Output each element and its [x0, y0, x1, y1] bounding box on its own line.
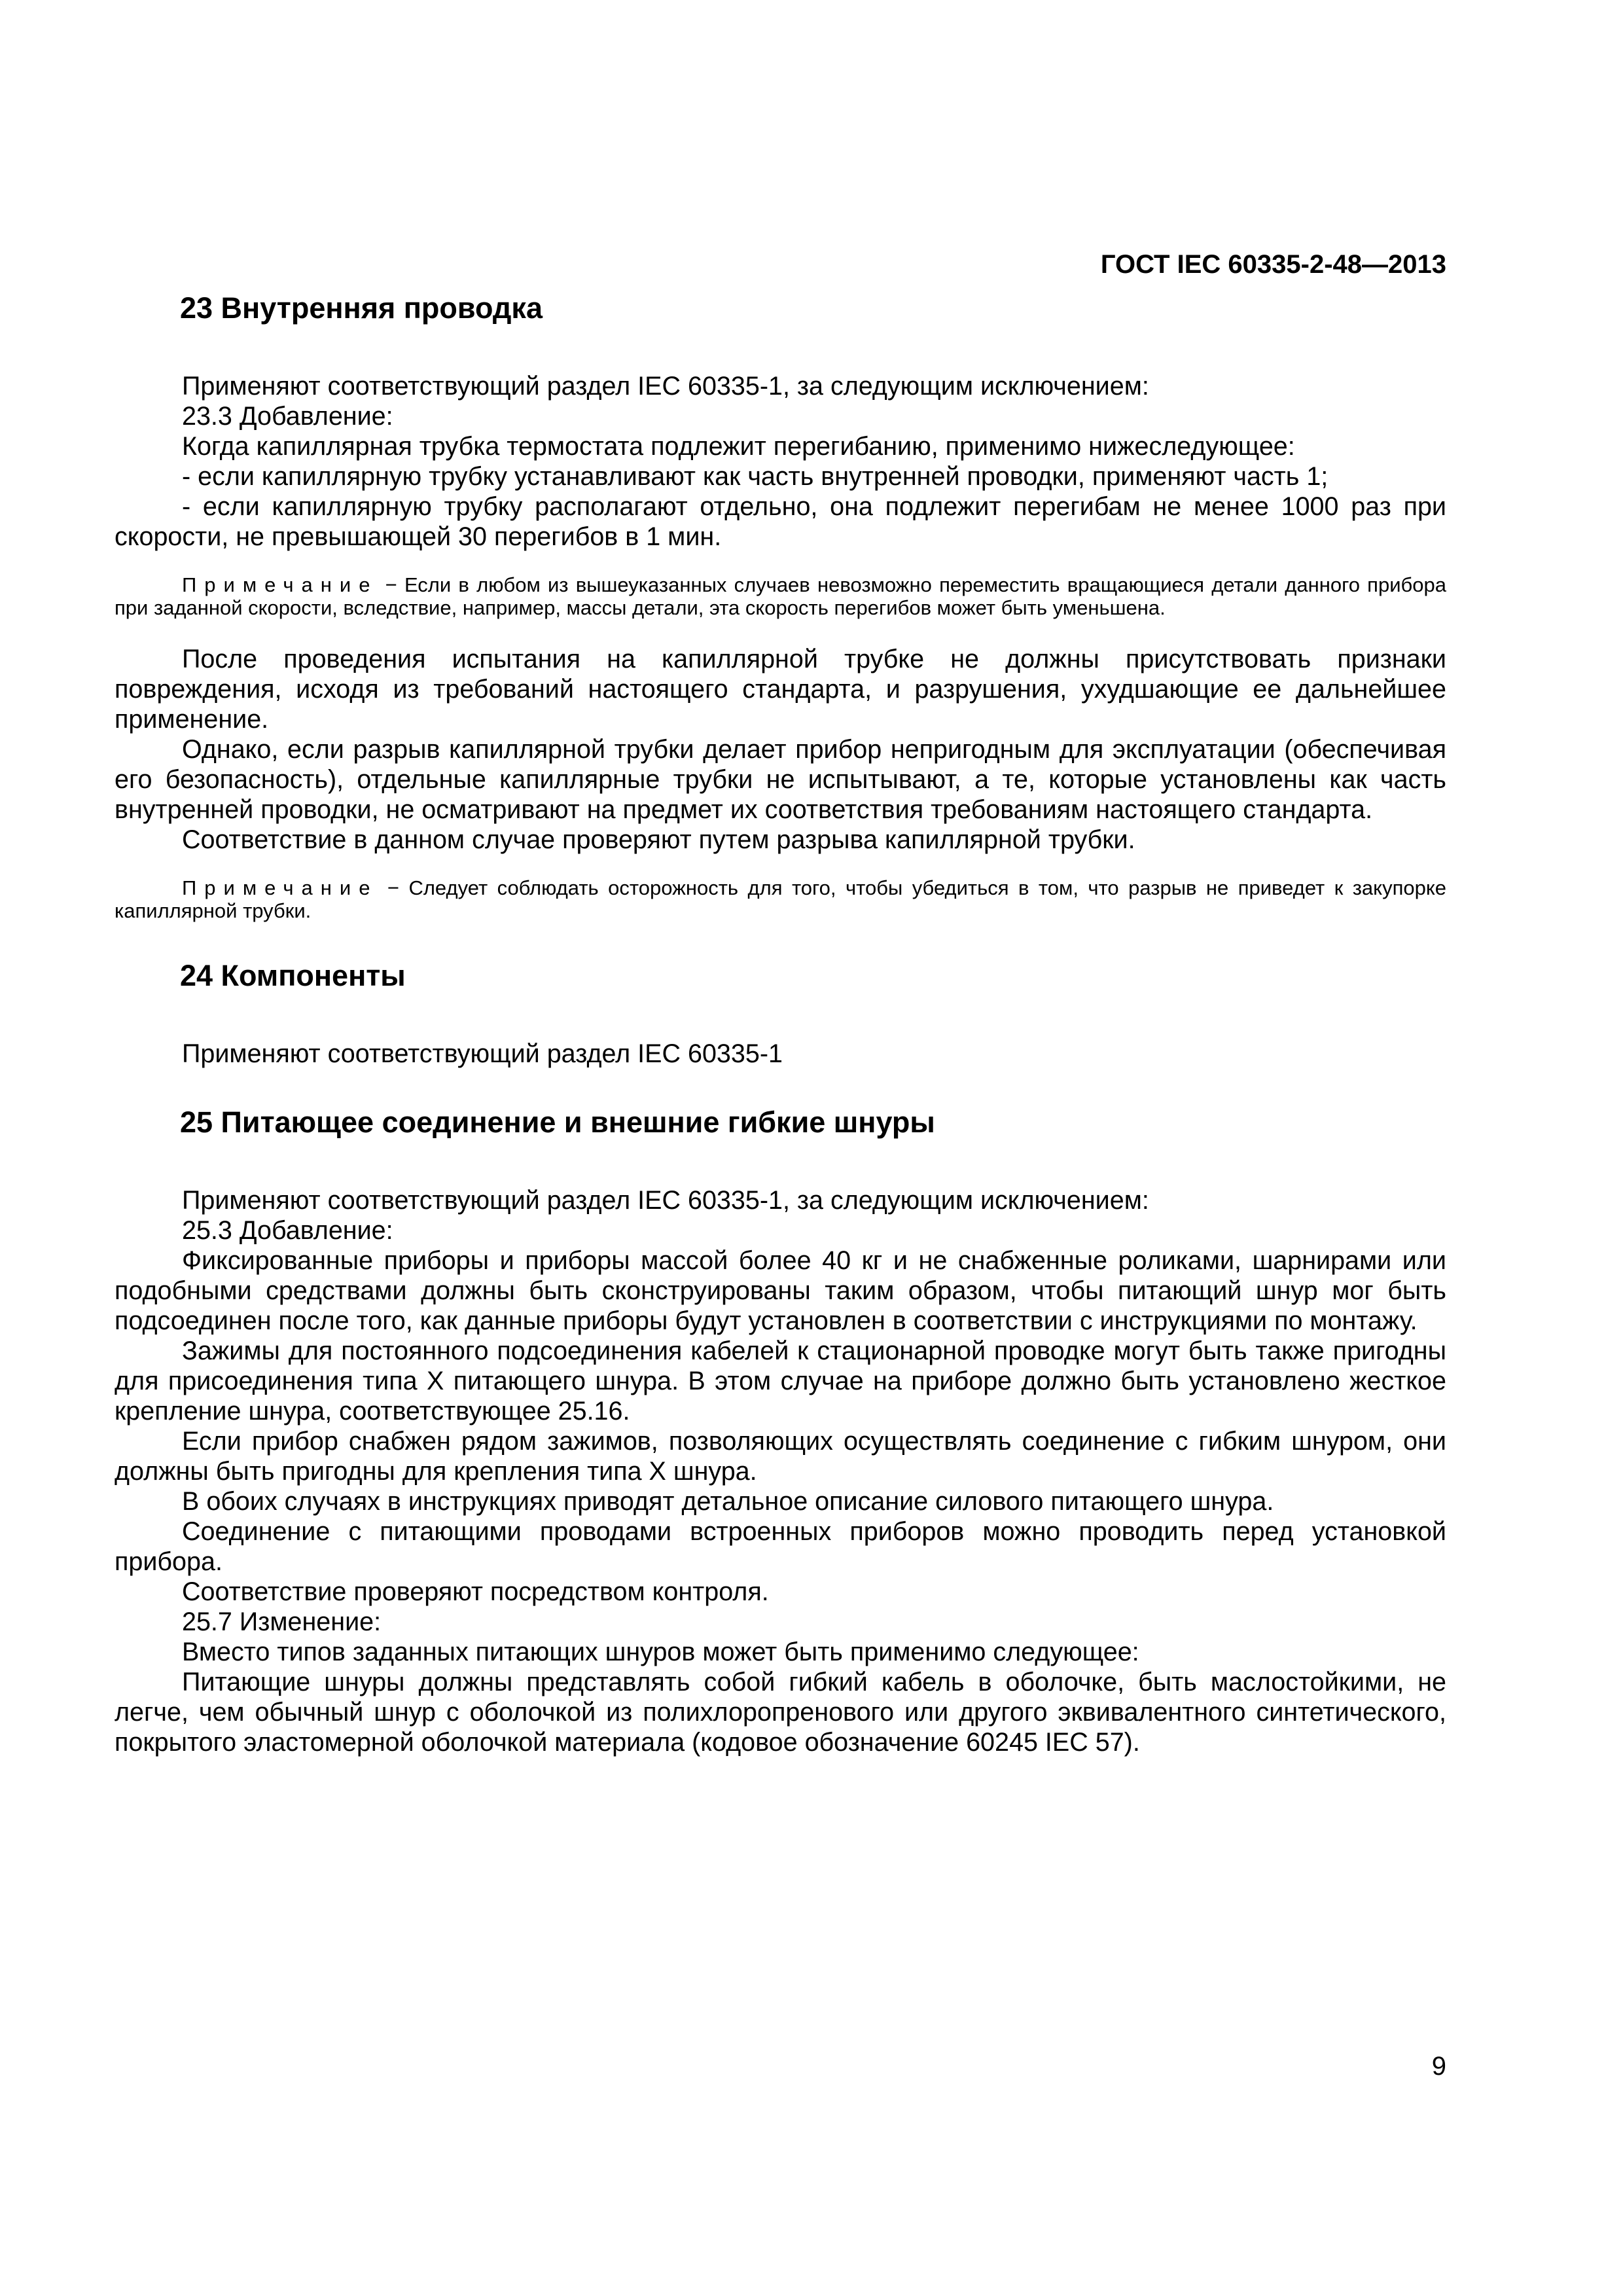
paragraph: Применяют соответствующий раздел IEC 60335-1, за следующим исключением:: [182, 1186, 1149, 1215]
section-title: 25 Питающее соединение и внешние гибкие шнуры: [180, 1105, 935, 1139]
note: [115, 574, 1446, 619]
paragraph: Зажимы для постоянного подсоединения кабелей к стационарной проводке могут быть также пригодны для присоединения типа X питающего шнура. В этом случае на приборе должно быть установлено жесткое крепление шнура, соответствующее 25.16.: [115, 1336, 1446, 1426]
subclause-heading: 25.7 Изменение:: [182, 1607, 382, 1636]
paragraph: Когда капиллярная трубка термостата подлежит перегибанию, применимо нижеследующее:: [182, 432, 1295, 461]
paragraph: В обоих случаях в инструкциях приводят детальное описание силового питающего шнура.: [182, 1487, 1274, 1516]
paragraph: Применяют соответствующий раздел IEC 60335-1: [182, 1039, 783, 1068]
paragraph: Питающие шнуры должны представлять собой гибкий кабель в оболочке, быть маслостойкими, не легче, чем обычный шнур с оболочкой из полихлоропренового или другого эквивалентного синтетического, покрытого эластомерной оболочкой материала (кодовое обозначение 60245 IEC 57).: [115, 1668, 1446, 1757]
note: [115, 877, 1446, 922]
note-label: Примечание: [182, 876, 378, 899]
paragraph: Соответствие в данном случае проверяют путем разрыва капиллярной трубки.: [182, 825, 1135, 854]
section-title: 24 Компоненты: [180, 959, 406, 992]
section-23: [115, 291, 1446, 922]
list-item: - если капиллярную трубку располагают отдельно, она подлежит перегибам не менее 1000 раз при скорости, не превышающей 30 перегибов в 1 мин.: [115, 492, 1446, 551]
note-text: − Если в любом из вышеуказанных случаев невозможно переместить вращающиеся детали данного прибора при заданной скорости, вследствие, например, массы детали, эта скорость перегибов может быть уменьшена.: [115, 573, 1446, 619]
paragraph: Фиксированные приборы и приборы массой более 40 кг и не снабженные роликами, шарнирами или подобными средствами должны быть сконструированы таким образом, чтобы питающий шнур мог быть подсоединен после того, как данные приборы будут установлен в соответствии с инструкциями по монтажу.: [115, 1246, 1446, 1335]
section-25: [115, 1105, 1446, 1757]
document-code-header: ГОСТ IEC 60335-2-48—2013: [1100, 250, 1446, 279]
subclause-heading: 23.3 Добавление:: [182, 402, 393, 431]
paragraph: Если прибор снабжен рядом зажимов, позволяющих осуществлять соединение с гибким шнуром, они должны быть пригодны для крепления типа X шнура.: [115, 1427, 1446, 1486]
section-title: 23 Внутренняя проводка: [180, 291, 543, 325]
subclause-heading: 25.3 Добавление:: [182, 1216, 393, 1245]
paragraph: Соответствие проверяют посредством контроля.: [182, 1577, 769, 1606]
note-label: Примечание: [182, 573, 378, 596]
paragraph: Вместо типов заданных питающих шнуров может быть применимо следующее:: [182, 1638, 1139, 1666]
page-content: [115, 291, 1446, 1757]
paragraph: Однако, если разрыв капиллярной трубки делает прибор непригодным для эксплуатации (обеспечивая его безопасность), отдельные капиллярные трубки не испытывают, а те, которые установлены как часть внутренней проводки, не осматривают на предмет их соответствия требованиям настоящего стандарта.: [115, 735, 1446, 824]
paragraph: Соединение с питающими проводами встроенных приборов можно проводить перед установкой прибора.: [115, 1517, 1446, 1576]
paragraph: Применяют соответствующий раздел IEC 60335-1, за следующим исключением:: [182, 372, 1149, 401]
section-24: [115, 959, 1446, 1069]
page-number: 9: [1431, 2052, 1446, 2081]
paragraph: После проведения испытания на капиллярной трубке не должны присутствовать признаки повреждения, исходя из требований настоящего стандарта, и разрушения, ухудшающие ее дальнейшее применение.: [115, 645, 1446, 734]
note-text: − Следует соблюдать осторожность для того, чтобы убедиться в том, что разрыв не приведет к закупорке капиллярной трубки.: [115, 876, 1446, 922]
list-item: - если капиллярную трубку устанавливают как часть внутренней проводки, применяют часть 1;: [182, 462, 1329, 491]
